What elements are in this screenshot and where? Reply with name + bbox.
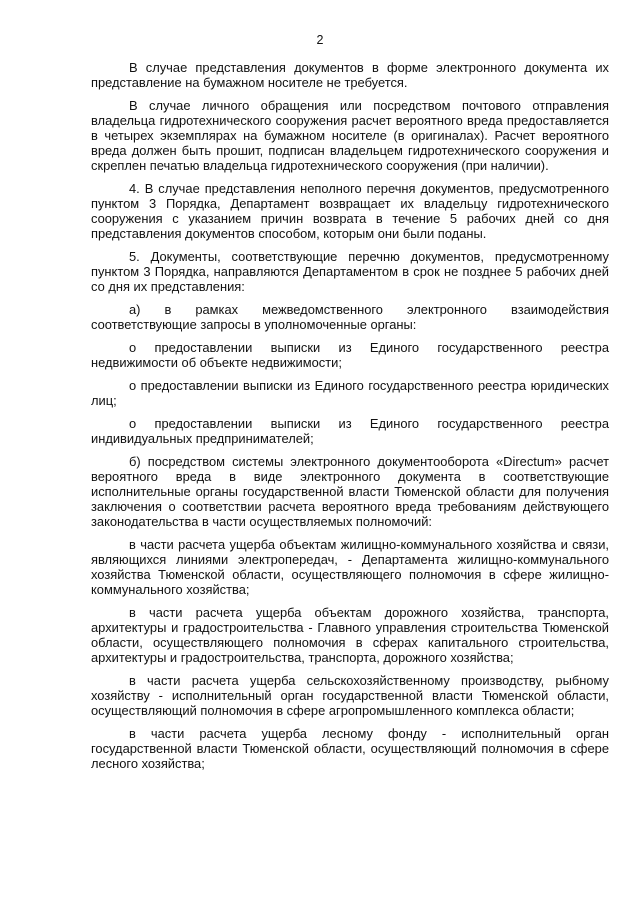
paragraph-item-4: 4. В случае представления неполного перечня документов, предусмотренного пунктом 3 Порядка, Департамент возвращает их владельцу гидротехнического сооружения с указанием причин возврата в течение 5 рабочих дней со дня представления документов способом, которым они были поданы. <box>91 181 609 241</box>
paragraph-entrepreneurs-registry: о предоставлении выписки из Единого государственного реестра индивидуальных предпринимателей; <box>91 416 609 446</box>
paragraph-housing-utilities: в части расчета ущерба объектам жилищно-коммунального хозяйства и связи, являющихся линиями электропередач, - Департамента жилищно-коммунального хозяйства Тюменской области, осуществляющего полномочия в сфере жилищно-коммунального хозяйства; <box>91 537 609 597</box>
paragraph-legal-entities-registry: о предоставлении выписки из Единого государственного реестра юридических лиц; <box>91 378 609 408</box>
paragraph-agriculture-fishery: в части расчета ущерба сельскохозяйственному производству, рыбному хозяйству - исполнительный орган государственной власти Тюменской области, осуществляющий полномочия в сфере агропромышленного комплекса области; <box>91 673 609 718</box>
paragraph-forestry: в части расчета ущерба лесному фонду - исполнительный орган государственной власти Тюменской области, осуществляющий полномочия в сфере лесного хозяйства; <box>91 726 609 771</box>
document-body <box>91 60 609 779</box>
paragraph-real-estate-registry: о предоставлении выписки из Единого государственного реестра недвижимости об объекте недвижимости; <box>91 340 609 370</box>
paragraph-personal-submission: В случае личного обращения или посредством почтового отправления владельца гидротехнического сооружения расчет вероятного вреда предоставляется в четырех экземплярах на бумажном носителе (в оригиналах). Расчет вероятного вреда должен быть прошит, подписан владельцем гидротехнического сооружения и скреплен печатью владельца гидротехнического сооружения (при наличии). <box>91 98 609 173</box>
paragraph-subitem-a: а) в рамках межведомственного электронного взаимодействия соответствующие запросы в уполномоченные органы: <box>91 302 609 332</box>
page-number: 2 <box>316 33 324 47</box>
paragraph-item-5: 5. Документы, соответствующие перечню документов, предусмотренному пунктом 3 Порядка, направляются Департаментом в срок не позднее 5 рабочих дней со дня их представления: <box>91 249 609 294</box>
paragraph-electronic-form: В случае представления документов в форме электронного документа их представление на бумажном носителе не требуется. <box>91 60 609 90</box>
paragraph-road-transport: в части расчета ущерба объектам дорожного хозяйства, транспорта, архитектуры и градостроительства - Главного управления строительства Тюменской области, осуществляющего полномочия в сферах капитального строительства, архитектуры и градостроительства, транспорта, дорожного хозяйства; <box>91 605 609 665</box>
paragraph-subitem-b: б) посредством системы электронного документооборота «Directum» расчет вероятного вреда в виде электронного документа в соответствующие исполнительные органы государственной власти Тюменской области для получения заключения о соответствии расчета вероятного вреда требованиям действующего законодательства в части осуществляемых полномочий: <box>91 454 609 529</box>
